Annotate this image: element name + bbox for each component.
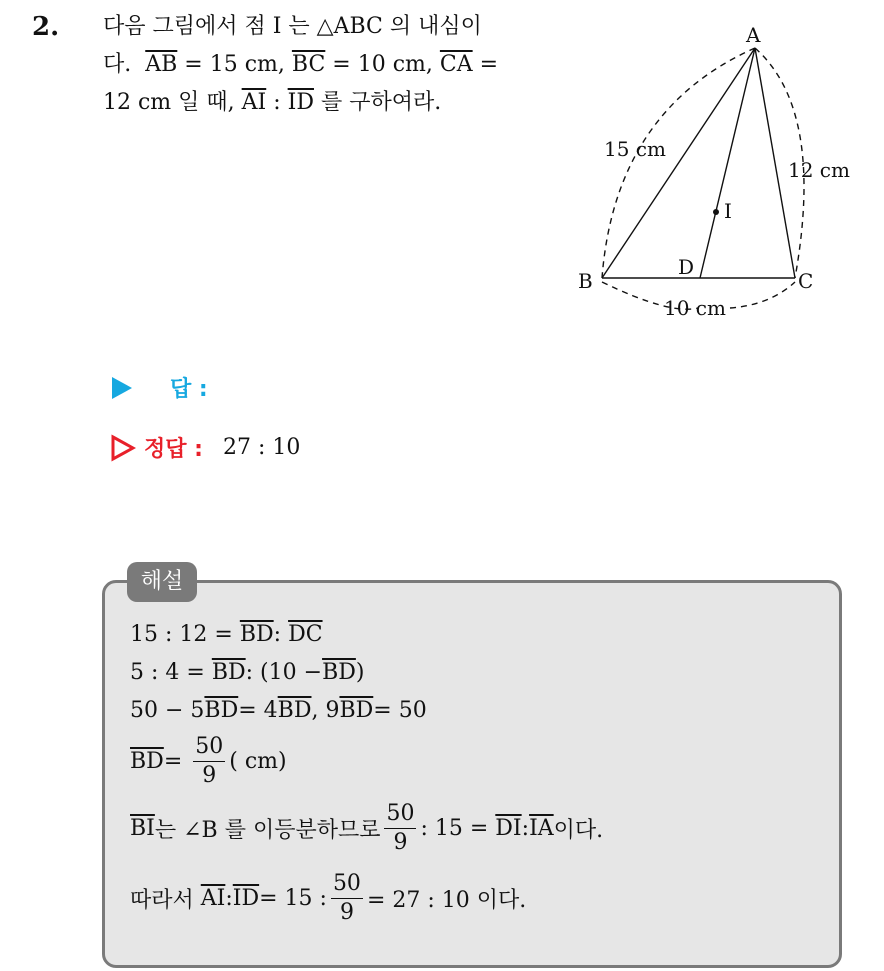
question-line-3: 12 cm 일 때, $\overline{AI}$ : $\overline{ID}$ 를 구하여라. xyxy=(103,90,442,115)
label-d: D xyxy=(678,255,695,279)
solution-tag: 해설 xyxy=(127,562,197,602)
incenter-point xyxy=(713,209,719,215)
solution-line-5: $\overline{BI}$ 는 ∠B 를 이등분하므로 $\frac{50}{9}$ : 15 = $\overline{DI}$ : $\overline{IA}$ 이다. xyxy=(130,801,604,855)
solution-line-6: 따라서 $\overline{AI}$ : $\overline{ID}$ = 15 : $\frac{50}{9}$ = 27 : 10 이다. xyxy=(130,871,527,925)
length-ab: 15 cm xyxy=(604,137,666,161)
label-c: C xyxy=(798,269,814,293)
solution-line-3: 50 − 5 $\overline{BD}$ = 4 $\overline{BD}$ , 9 $\overline{BD}$ = 50 xyxy=(130,698,427,723)
question-text xyxy=(103,8,558,122)
answer-label: 답 : xyxy=(170,377,208,402)
length-ca: 12 cm xyxy=(788,158,850,182)
solution-line-4: $\overline{BD}$ = $\frac{50}{9}$ ( cm) xyxy=(130,734,287,788)
question-number: 2. xyxy=(32,12,60,42)
triangle-figure xyxy=(570,20,870,330)
play-icon xyxy=(110,375,134,401)
answer-row xyxy=(110,372,208,403)
label-i: I xyxy=(724,199,732,223)
segment-id: $\overline{ID}$ xyxy=(287,90,314,115)
question-line-2: 다. $\overline{AB} = 15$ cm, $\overline{BC} = 10$ cm, $\overline{CA}$ = xyxy=(103,52,499,77)
fraction: $\frac{50}{9}$ xyxy=(386,801,415,855)
segment-ai: $\overline{AI}$ xyxy=(241,90,267,115)
label-b: B xyxy=(578,269,593,293)
segment-ca: $\overline{CA}$ xyxy=(439,52,473,77)
segment-bc: $\overline{BC}$ xyxy=(291,52,326,77)
arc-bc-2 xyxy=(730,282,795,308)
length-bc: 10 cm xyxy=(664,296,726,320)
segment-ad xyxy=(700,48,755,278)
correct-answer-value: 27 : 10 xyxy=(222,435,301,460)
correct-answer-label: 정답 : xyxy=(144,437,203,462)
fraction: $\frac{50}{9}$ xyxy=(332,871,361,925)
play-outline-icon xyxy=(110,434,136,462)
segment-ab: $\overline{AB}$ xyxy=(145,52,178,77)
question-line-1: 다음 그림에서 점 I 는 △ABC 의 내심이 xyxy=(103,14,482,39)
correct-answer-row xyxy=(110,432,300,463)
solution-line-1: 15 : 12 = $\overline{BD}$ : $\overline{DC}$ xyxy=(130,622,323,647)
solution-line-2: 5 : 4 = $\overline{BD}$ : (10 − $\overline{BD}$ ) xyxy=(130,660,365,685)
label-a: A xyxy=(746,23,761,47)
side-ab xyxy=(602,48,755,278)
fraction: $\frac{50}{9}$ xyxy=(195,734,224,788)
